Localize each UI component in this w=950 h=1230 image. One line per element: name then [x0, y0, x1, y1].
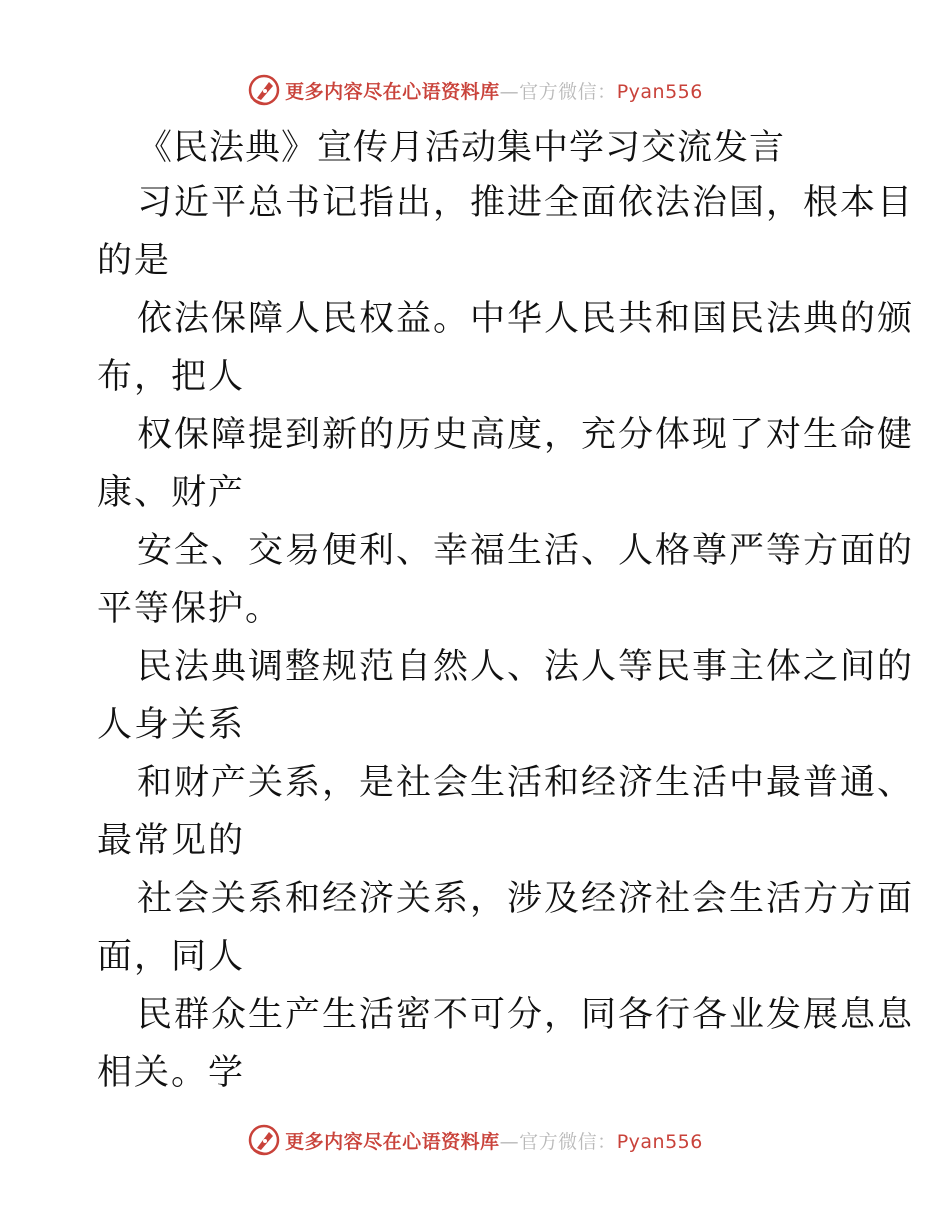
paragraph-line: 民法典调整规范自然人、法人等民事主体之间的 — [137, 647, 915, 687]
document-lines — [97, 174, 915, 1102]
paragraph-line: 相关。学 — [97, 1053, 246, 1093]
paragraph-line: 安全、交易便利、幸福生活、人格尊严等方面的 — [137, 531, 915, 571]
document-title: 《民法典》宣传月活动集中学习交流发言 — [137, 128, 786, 168]
footer-banner-dash: — — [499, 1130, 520, 1153]
paragraph-line: 民群众生产生活密不可分，同各行各业发展息息 — [137, 995, 915, 1035]
paragraph-line: 康、财产 — [97, 473, 246, 513]
footer-wechat-id: Pyan556 — [616, 1130, 703, 1153]
footer-wechat-label: 官方微信： — [519, 1130, 617, 1153]
paragraph-line: 和财产关系，是社会生活和经济生活中最普通、 — [137, 763, 915, 803]
paragraph-line: 的是 — [97, 241, 172, 281]
header-banner — [0, 70, 950, 110]
paragraph-line: 布，把人 — [97, 357, 246, 397]
footer-banner-text — [285, 1127, 703, 1154]
header-brand-text: 更多内容尽在心语资料库 — [285, 80, 500, 103]
header-wechat-id: Pyan556 — [616, 80, 703, 103]
paragraph-line: 习近平总书记指出，推进全面依法治国，根本目 — [137, 183, 915, 223]
paragraph-line: 最常见的 — [97, 821, 246, 861]
header-banner-text — [285, 77, 703, 104]
pen-nib-logo-icon — [247, 73, 281, 107]
header-wechat-label: 官方微信： — [519, 80, 617, 103]
paragraph-line: 平等保护。 — [97, 589, 283, 629]
pen-nib-logo-icon — [247, 1123, 281, 1157]
footer-brand-text: 更多内容尽在心语资料库 — [285, 1130, 500, 1153]
document-body — [97, 122, 915, 1102]
paragraph-line: 权保障提到新的历史高度，充分体现了对生命健 — [137, 415, 915, 455]
footer-banner — [0, 1120, 950, 1160]
paragraph-line: 人身关系 — [97, 705, 246, 745]
header-banner-dash: — — [499, 80, 520, 103]
paragraph-line: 面，同人 — [97, 937, 246, 977]
paragraph-line: 社会关系和经济关系，涉及经济社会生活方方面 — [137, 879, 915, 919]
paragraph-line: 依法保障人民权益。中华人民共和国民法典的颁 — [137, 299, 915, 339]
